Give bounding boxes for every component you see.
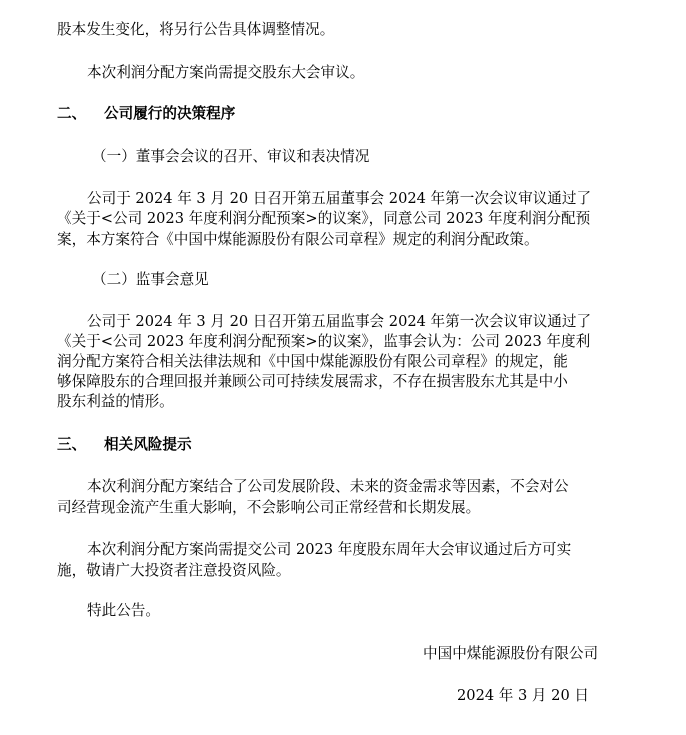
subsection-heading: （二）监事会意见 xyxy=(92,271,209,288)
section-title: 公司履行的决策程序 xyxy=(104,105,236,122)
section-heading-3 xyxy=(57,435,192,455)
paragraph-line: 案，本方案符合《中国中煤能源股份有限公司章程》规定的利润分配政策。 xyxy=(57,231,539,248)
signature-date: 2024 年 3 月 20 日 xyxy=(457,687,589,704)
paragraph-line: 司经营现金流产生重大影响，不会影响公司正常经营和长期发展。 xyxy=(57,499,481,516)
closing-statement: 特此公告。 xyxy=(87,602,160,619)
paragraph-line: 够保障股东的合理回报并兼顾公司可持续发展需求，不存在损害股东尤其是中小 xyxy=(57,373,568,390)
signature-company: 中国中煤能源股份有限公司 xyxy=(423,645,599,662)
paragraph-line: 股东利益的情形。 xyxy=(57,393,174,410)
section-title: 相关风险提示 xyxy=(104,436,192,453)
section-heading-2 xyxy=(57,104,235,124)
paragraph-line: 本次利润分配方案尚需提交股东大会审议。 xyxy=(87,64,365,81)
section-number: 二、 xyxy=(57,105,87,122)
paragraph-line: 《关于<公司 2023 年度利润分配预案>的议案》，同意公司 2023 年度利润分配预 xyxy=(57,210,591,227)
paragraph-line: 润分配方案符合相关法律法规和《中国中煤能源股份有限公司章程》的规定，能 xyxy=(57,353,568,370)
paragraph-line: 本次利润分配方案结合了公司发展阶段、未来的资金需求等因素，不会对公 xyxy=(87,478,569,495)
section-number: 三、 xyxy=(57,436,87,453)
paragraph-line: 本次利润分配方案尚需提交公司 2023 年度股东周年大会审议通过后方可实 xyxy=(87,541,572,558)
paragraph-line: 公司于 2024 年 3 月 20 日召开第五届董事会 2024 年第一次会议审议通过了 xyxy=(87,190,592,207)
paragraph-line: 公司于 2024 年 3 月 20 日召开第五届监事会 2024 年第一次会议审议通过了 xyxy=(87,313,592,330)
paragraph-line: 施，敬请广大投资者注意投资风险。 xyxy=(57,562,291,579)
paragraph-line: 《关于<公司 2023 年度利润分配预案>的议案》，监事会认为：公司 2023 年度利 xyxy=(57,333,591,350)
paragraph-line: 股本发生变化，将另行公告具体调整情况。 xyxy=(57,21,335,38)
subsection-heading: （一）董事会会议的召开、审议和表决情况 xyxy=(92,148,370,165)
